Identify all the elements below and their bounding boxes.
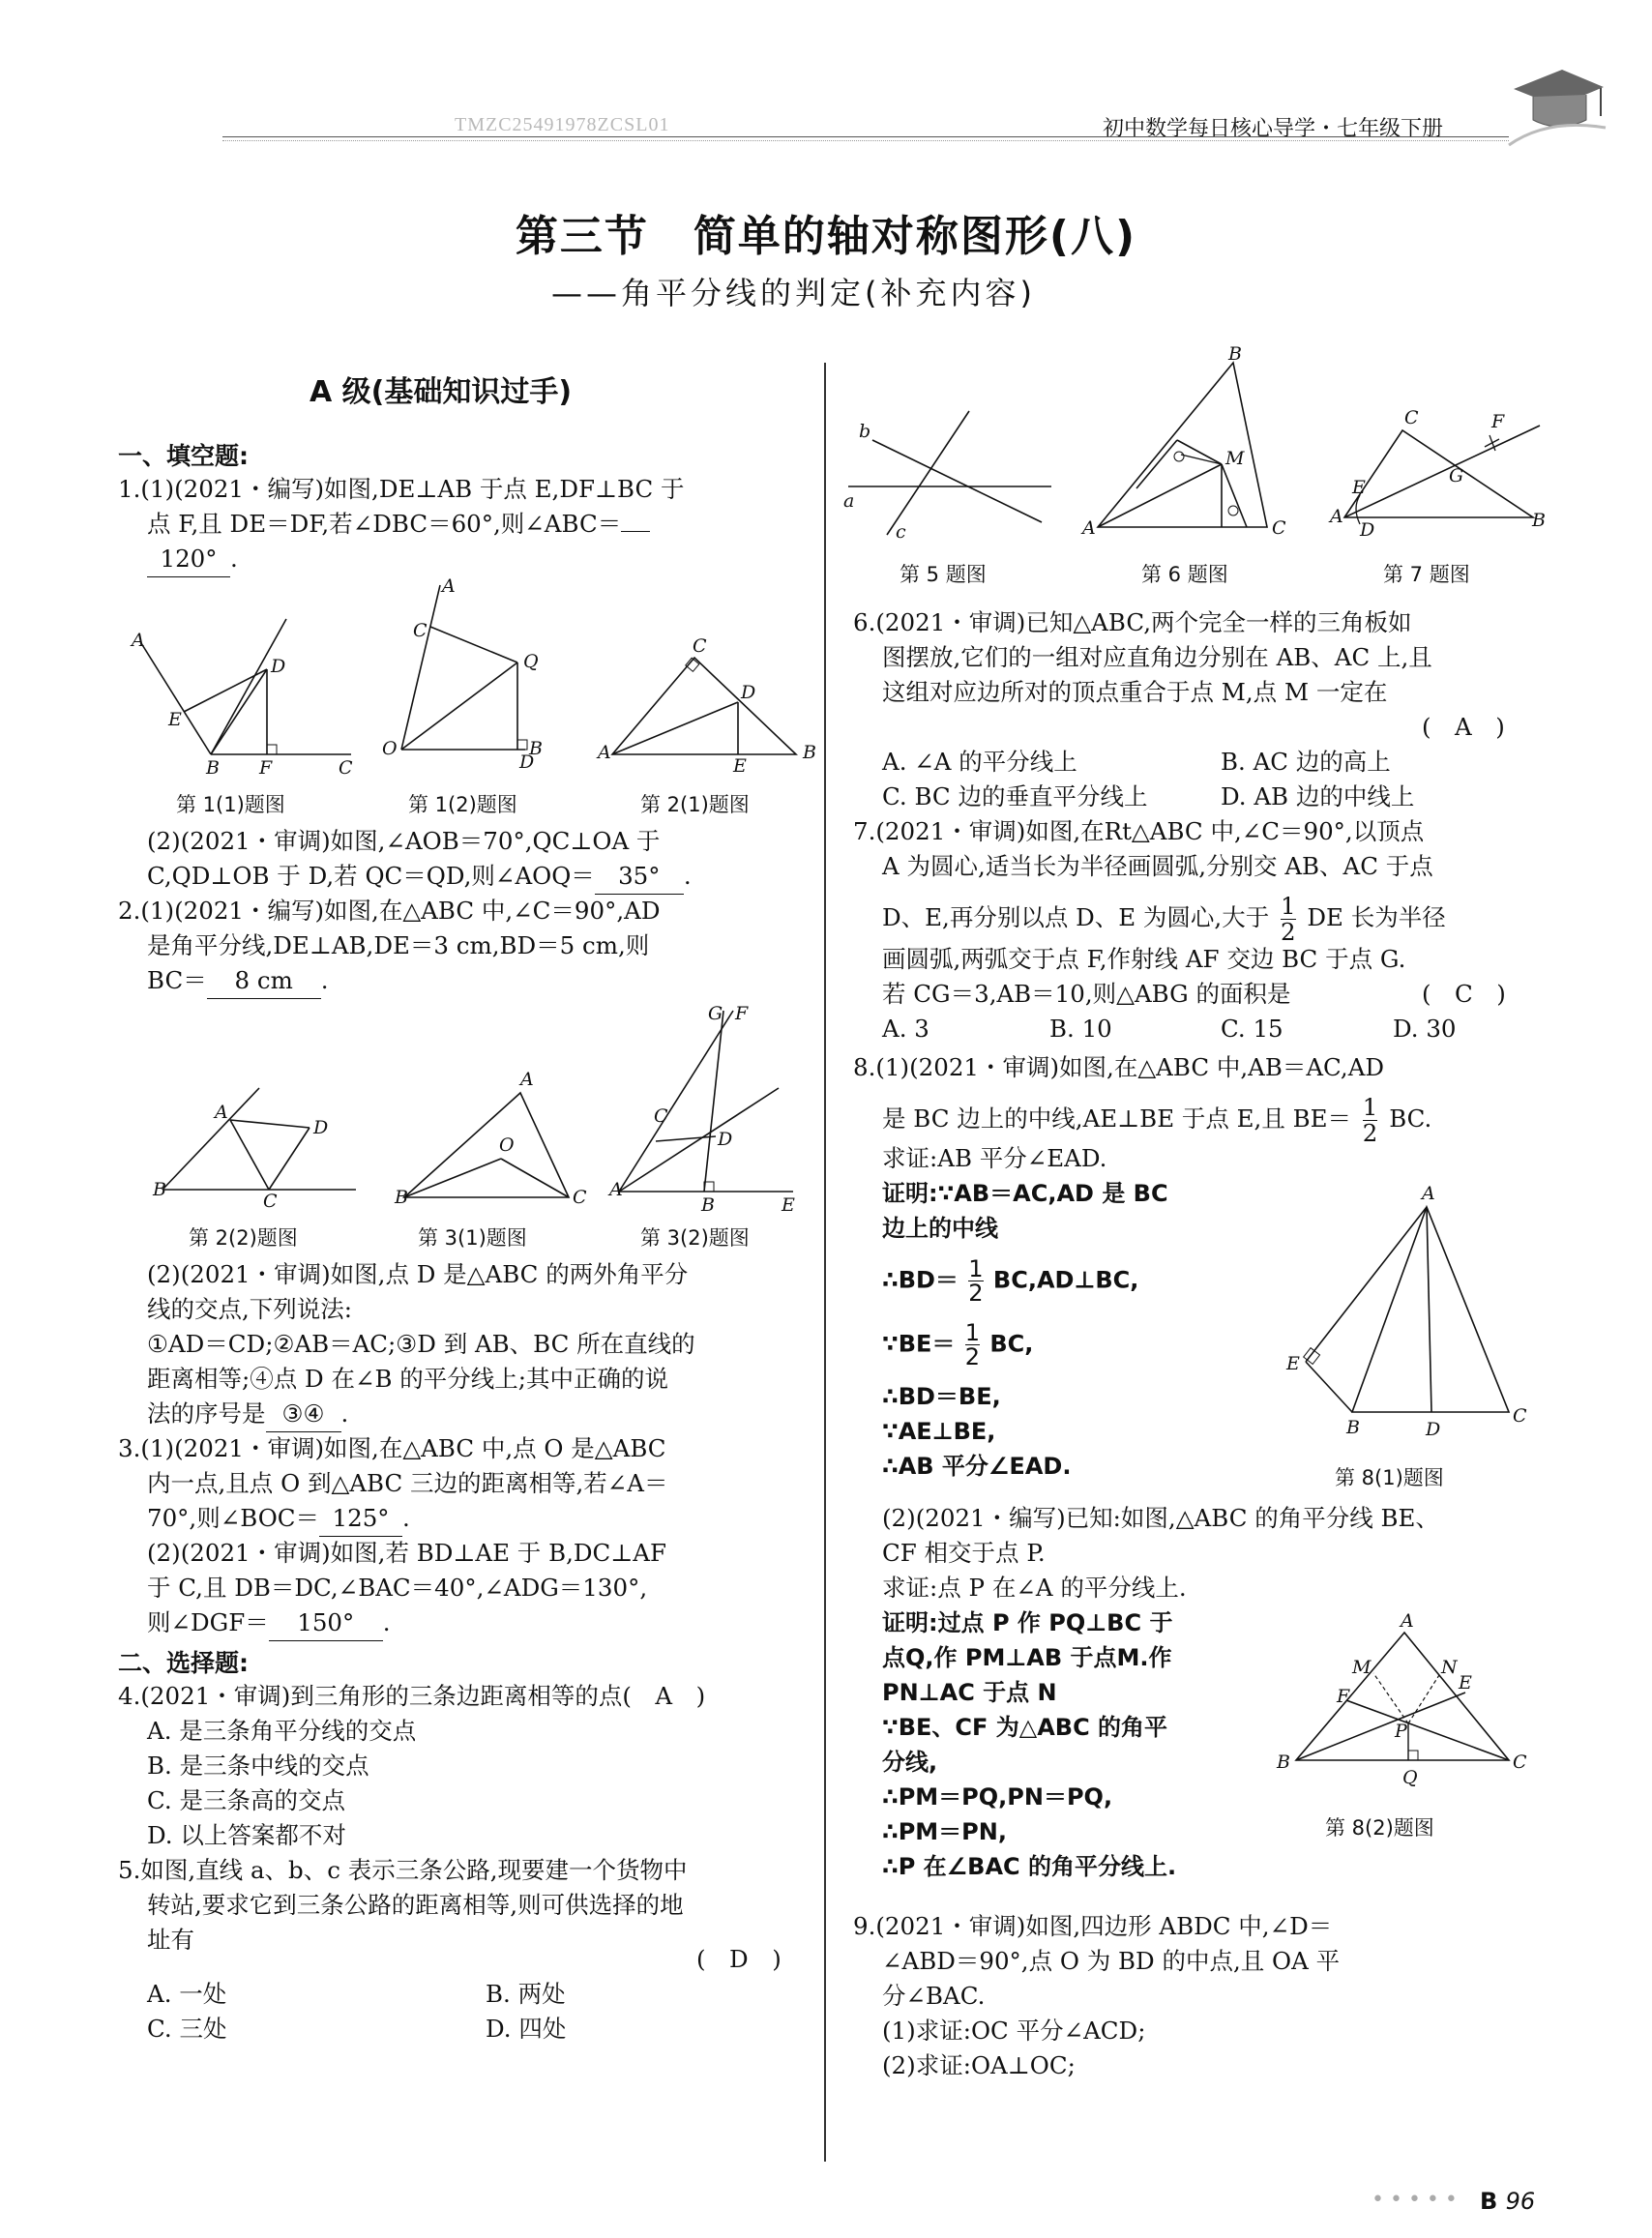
proof1-line5: ∴BD＝BE,: [882, 1383, 1001, 1410]
svg-text:C: C: [693, 635, 707, 657]
svg-text:F: F: [1337, 1686, 1350, 1707]
q6-line3: 这组对应边所对的顶点重合于点 M,点 M 一定在: [882, 678, 1388, 706]
q9-line3: 分∠BAC.: [882, 1982, 986, 2010]
q8-1-line3: 求证:AB 平分∠EAD.: [882, 1144, 1107, 1172]
svg-text:A: A: [1330, 506, 1343, 527]
q1-2-line2: C,QD⊥OB 于 D,若 QC＝QD,则∠AOQ＝ 35° .: [147, 859, 692, 895]
svg-text:N: N: [1441, 1657, 1458, 1678]
q5-line3: 址有: [147, 1926, 194, 1954]
svg-text:C: C: [1513, 1752, 1527, 1773]
section-fill-blank: 一、填空题:: [118, 442, 249, 470]
fig-3-1-caption: 第 3(1)题图: [418, 1226, 527, 1250]
svg-text:E: E: [168, 709, 182, 730]
svg-text:A: A: [1401, 1610, 1414, 1632]
q7-line1: 7.(2021・审调)如图,在Rt△ABC 中,∠C＝90°,以顶点: [853, 817, 1425, 845]
figure-3-2: [609, 1003, 803, 1216]
svg-text:c: c: [896, 521, 906, 543]
q5-option-d: D. 四处: [486, 2015, 567, 2043]
svg-text:C: C: [573, 1187, 587, 1208]
svg-text:E: E: [733, 755, 747, 777]
svg-text:a: a: [843, 490, 855, 512]
q8-1-line2: 是 BC 边上的中线,AE⊥BE 于点 E,且 BE＝ $\frac{1}{2}$ BC.: [882, 1093, 1432, 1147]
q3-1-line1: 3.(1)(2021・审调)如图,在△ABC 中,点 O 是△ABC: [118, 1434, 666, 1462]
fig-8-1-caption: 第 8(1)题图: [1335, 1466, 1444, 1489]
figure-7: [1325, 406, 1548, 542]
svg-text:E: E: [1459, 1672, 1472, 1693]
q3-1-line3: 70°,则∠BOC＝ 125° .: [147, 1501, 410, 1537]
q8-2-line2: CF 相交于点 P.: [882, 1539, 1046, 1567]
fig-3-2-caption: 第 3(2)题图: [640, 1226, 750, 1250]
q7-answer: ( C ): [1422, 980, 1506, 1008]
svg-text:D: D: [519, 751, 535, 773]
svg-text:C: C: [413, 620, 428, 641]
q9-line1: 9.(2021・审调)如图,四边形 ABDC 中,∠D＝: [853, 1912, 1333, 1940]
q2-1-line1: 2.(1)(2021・编写)如图,在△ABC 中,∠C＝90°,AD: [118, 897, 661, 925]
q2-1-line2: 是角平分线,DE⊥AB,DE＝3 cm,BD＝5 cm,则: [147, 931, 650, 959]
svg-text:A: A: [215, 1102, 228, 1123]
svg-text:O: O: [499, 1134, 515, 1156]
header-rule: [222, 136, 1509, 137]
svg-text:P: P: [1395, 1721, 1407, 1742]
q7-option-a: A. 3: [882, 1015, 929, 1043]
svg-text:B: B: [529, 738, 543, 759]
svg-text:F: F: [735, 1003, 749, 1024]
svg-text:B: B: [701, 1194, 715, 1216]
q9-part2: (2)求证:OA⊥OC;: [882, 2051, 1076, 2079]
page-title: 第三节 简单的轴对称图形(八): [515, 212, 1137, 261]
q6-answer: ( A ): [1422, 713, 1505, 741]
q7-option-b: B. 10: [1049, 1015, 1112, 1043]
svg-text:B: B: [1532, 510, 1546, 531]
proof1-line1: 证明:∵AB＝AC,AD 是 BC: [882, 1180, 1168, 1207]
q3-2-line1: (2)(2021・审调)如图,若 BD⊥AE 于 B,DC⊥AF: [147, 1539, 667, 1567]
q4-stem: 4.(2021・审调)到三角形的三条边距离相等的点( A ): [118, 1682, 706, 1710]
svg-text:E: E: [1352, 477, 1366, 498]
q7-option-d: D. 30: [1393, 1015, 1457, 1043]
proof2-line7: ∴PM＝PN,: [882, 1818, 1007, 1845]
q4-option-d: D. 以上答案都不对: [147, 1821, 346, 1849]
q6-option-b: B. AC 边的高上: [1221, 748, 1391, 776]
proof1-line4: ∵BE＝ $\frac{1}{2}$ BC,: [882, 1319, 1034, 1370]
q2-2-line2: 线的交点,下列说法:: [147, 1295, 353, 1323]
q7-line5: 若 CG＝3,AB＝10,则△ABG 的面积是: [882, 980, 1291, 1008]
q6-option-a: A. ∠A 的平分线上: [882, 748, 1077, 776]
figure-8-2: [1267, 1610, 1538, 1799]
q3-2-line2: 于 C,且 DB＝DC,∠BAC＝40°,∠ADG＝130°,: [147, 1574, 648, 1602]
q4-option-c: C. 是三条高的交点: [147, 1786, 345, 1814]
q5-option-a: A. 一处: [147, 1980, 227, 2008]
fraction-numerator: 1: [1281, 892, 1296, 920]
proof2-line6: ∴PM＝PQ,PN＝PQ,: [882, 1783, 1113, 1811]
svg-text:Q: Q: [523, 651, 539, 672]
q2-2-line1: (2)(2021・审调)如图,点 D 是△ABC 的两外角平分: [147, 1260, 689, 1288]
svg-text:E: E: [1286, 1353, 1300, 1374]
q8-2-line3: 求证:点 P 在∠A 的平分线上.: [882, 1574, 1187, 1602]
fig-2-1-caption: 第 2(1)题图: [640, 793, 750, 816]
svg-text:C: C: [654, 1105, 668, 1127]
svg-text:D: D: [271, 656, 286, 677]
svg-text:G: G: [1449, 465, 1464, 486]
q8-2-line1: (2)(2021・编写)已知:如图,△ABC 的角平分线 BE、: [882, 1504, 1439, 1532]
svg-text:A: A: [442, 575, 456, 597]
q5-line1: 5.如图,直线 a、b、c 表示三条公路,现要建一个货物中: [118, 1856, 688, 1884]
fig-5-caption: 第 5 题图: [900, 563, 987, 586]
fig-1-1-caption: 第 1(1)题图: [176, 793, 285, 816]
fig-2-2-caption: 第 2(2)题图: [189, 1226, 298, 1250]
q7-line4: 画圆弧,两弧交于点 F,作射线 AF 交边 BC 于点 G.: [882, 945, 1406, 973]
q3-1-line2: 内一点,且点 O 到△ABC 三边的距离相等,若∠A＝: [147, 1469, 668, 1497]
figure-6: [1078, 343, 1291, 542]
q6-option-c: C. BC 边的垂直平分线上: [882, 782, 1148, 810]
proof1-line7: ∴AB 平分∠EAD.: [882, 1453, 1072, 1480]
svg-text:B: B: [153, 1179, 166, 1200]
svg-text:C: C: [1404, 407, 1419, 428]
q1-1-line2: 点 F,且 DE＝DF,若∠DBC＝60°,则∠ABC＝: [147, 507, 650, 542]
figure-5: [843, 406, 1056, 542]
q7-option-c: C. 15: [1221, 1015, 1283, 1043]
q9-part1: (1)求证:OC 平分∠ACD;: [882, 2017, 1146, 2045]
q1-2-line1: (2)(2021・审调)如图,∠AOB＝70°,QC⊥OA 于: [147, 827, 661, 855]
svg-text:A: A: [132, 630, 145, 651]
book-title: 初中数学每日核心导学・七年级下册: [1103, 117, 1444, 141]
fraction-denominator: 2: [1281, 918, 1296, 946]
svg-text:C: C: [1513, 1405, 1527, 1427]
q6-line2: 图摆放,它们的一组对应直角边分别在 AB、AC 上,且: [882, 643, 1432, 671]
svg-text:G: G: [708, 1003, 723, 1024]
svg-text:M: M: [1225, 448, 1245, 469]
footer-dots: •••••: [1372, 2188, 1463, 2212]
header-rule-dotted: [222, 140, 1509, 141]
svg-text:D: D: [313, 1117, 329, 1138]
svg-text:A: A: [609, 1179, 623, 1200]
figure-8-1: [1277, 1183, 1528, 1451]
q7-line3: D、E,再分别以点 D、E 为圆心,大于 $\frac{1}{2}$ DE 长为半径: [882, 892, 1446, 946]
proof2-line5: 分线,: [882, 1749, 938, 1776]
page-subtitle: ——角平分线的判定(补充内容): [551, 275, 1036, 311]
fig-8-2-caption: 第 8(2)题图: [1325, 1816, 1434, 1840]
q1-1-answer: 120° .: [147, 542, 238, 577]
q3-2-line3: 则∠DGF＝ 150° .: [147, 1605, 391, 1641]
svg-text:B: B: [395, 1187, 408, 1208]
q7-line2: A 为圆心,适当长为半径画圆弧,分别交 AB、AC 于点: [882, 852, 1433, 880]
fig-7-caption: 第 7 题图: [1383, 563, 1470, 586]
svg-text:M: M: [1352, 1657, 1372, 1678]
svg-text:F: F: [259, 757, 273, 779]
fig-1-2-caption: 第 1(2)题图: [408, 793, 517, 816]
figure-2-1: [598, 635, 820, 777]
svg-text:Q: Q: [1402, 1767, 1418, 1788]
svg-text:b: b: [859, 421, 871, 442]
q8-1-line1: 8.(1)(2021・审调)如图,在△ABC 中,AB＝AC,AD: [853, 1053, 1385, 1081]
q4-option-b: B. 是三条中线的交点: [147, 1752, 369, 1780]
q2-2-line3: ①AD＝CD;②AB＝AC;③D 到 AB、BC 所在直线的: [147, 1330, 695, 1358]
svg-text:B: B: [206, 757, 220, 779]
q5-answer: ( D ): [696, 1945, 782, 1973]
proof2-line2: 点Q,作 PM⊥AB 于点M.作: [882, 1644, 1172, 1671]
q5-option-c: C. 三处: [147, 2015, 227, 2043]
svg-text:E: E: [782, 1194, 795, 1216]
q5-line2: 转站,要求它到三条公路的距离相等,则可供选择的地: [147, 1891, 684, 1919]
level-heading: A 级(基础知识过手): [310, 375, 573, 409]
svg-text:A: A: [1422, 1183, 1435, 1204]
proof1-line3: ∴BD＝ $\frac{1}{2}$ BC,AD⊥BC,: [882, 1255, 1139, 1307]
figure-1-1: [124, 619, 356, 779]
svg-text:F: F: [1491, 411, 1505, 432]
svg-text:B: B: [1228, 343, 1242, 365]
header-code: TMZC25491978ZCSL01: [455, 114, 670, 135]
proof1-line6: ∵AE⊥BE,: [882, 1418, 996, 1445]
svg-text:B: B: [1277, 1752, 1290, 1773]
svg-text:C: C: [1272, 517, 1286, 539]
figure-3-1: [395, 1069, 588, 1209]
q2-2-line5: 法的序号是 ③④ .: [147, 1397, 348, 1432]
q5-option-b: B. 两处: [486, 1980, 566, 2008]
q2-1-line3: BC＝ 8 cm .: [147, 963, 329, 999]
q2-2-line4: 距离相等;④点 D 在∠B 的平分线上;其中正确的说: [147, 1365, 669, 1393]
svg-text:B: B: [803, 742, 816, 763]
q4-option-a: A. 是三条角平分线的交点: [147, 1717, 417, 1745]
figure-2-2: [153, 1083, 361, 1212]
q6-line1: 6.(2021・审调)已知△ABC,两个完全一样的三角板如: [853, 608, 1412, 636]
section-choice: 二、选择题:: [118, 1649, 249, 1677]
proof2-line4: ∵BE、CF 为△ABC 的角平: [882, 1714, 1168, 1741]
svg-text:D: D: [718, 1129, 733, 1150]
q9-line2: ∠ABD＝90°,点 O 为 BD 的中点,且 OA 平: [882, 1947, 1341, 1975]
proof2-line1: 证明:过点 P 作 PQ⊥BC 于: [882, 1609, 1173, 1636]
svg-text:A: A: [520, 1069, 534, 1090]
column-divider: [824, 363, 826, 2162]
svg-text:C: C: [339, 757, 353, 779]
svg-text:B: B: [1346, 1417, 1360, 1438]
fig-6-caption: 第 6 题图: [1141, 563, 1228, 586]
figure-1-2: [382, 575, 575, 773]
q1-1-line1: 1.(1)(2021・编写)如图,DE⊥AB 于点 E,DF⊥BC 于: [118, 475, 685, 503]
svg-text:D: D: [1426, 1419, 1441, 1440]
svg-text:D: D: [1360, 519, 1375, 541]
svg-text:A: A: [1082, 517, 1096, 539]
svg-text:C: C: [263, 1191, 278, 1212]
q6-option-d: D. AB 边的中线上: [1221, 782, 1415, 810]
svg-text:A: A: [598, 742, 611, 763]
proof2-line3: PN⊥AC 于点 N: [882, 1679, 1057, 1706]
page-number: B 96: [1480, 2188, 1536, 2215]
svg-text:O: O: [382, 738, 398, 759]
proof1-line2: 边上的中线: [882, 1215, 998, 1242]
graduation-cap-icon: [1509, 60, 1606, 147]
svg-text:D: D: [741, 682, 756, 703]
proof2-line8: ∴P 在∠BAC 的角平分线上.: [882, 1853, 1177, 1880]
